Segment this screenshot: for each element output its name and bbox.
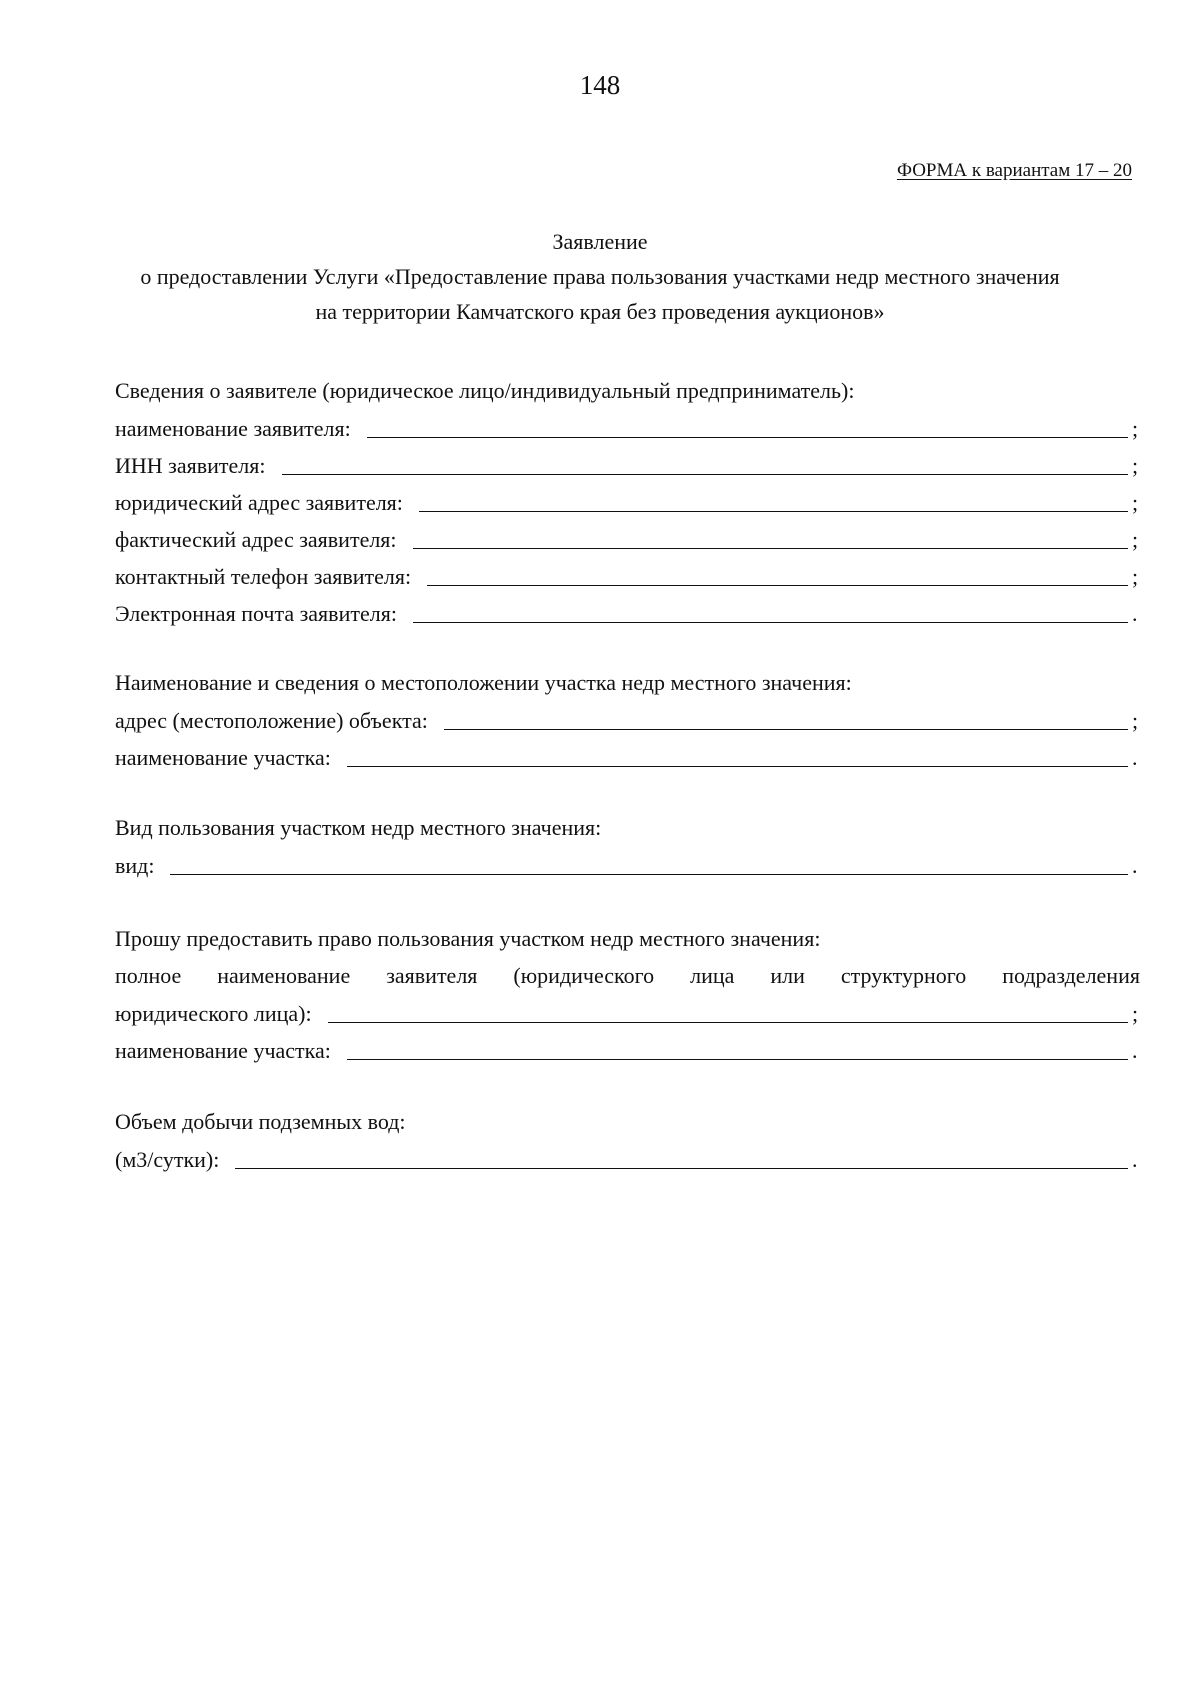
field-terminator: . [1132, 853, 1138, 878]
request-site-name-row [115, 1031, 1140, 1068]
usage-heading: Вид пользования участком недр местного значения: [115, 815, 602, 840]
usage-type-row [115, 846, 1140, 883]
applicant-inn-row [115, 446, 1140, 483]
volume-heading: Объем добычи подземных вод: [115, 1109, 406, 1134]
justified-word: или [770, 963, 805, 988]
field-label: контактный телефон заявителя: [115, 564, 412, 589]
field-label: ИНН заявителя: [115, 453, 266, 478]
justified-word: заявителя [386, 963, 478, 988]
field-terminator: ; [1132, 453, 1139, 478]
applicant-actual-address-input[interactable] [413, 526, 1128, 549]
field-terminator: . [1132, 1147, 1138, 1172]
request-section [115, 920, 1140, 1068]
title-line-2: о предоставлении Услуги «Предоставление права пользования участками недр местного значения [140, 264, 1060, 289]
usage-section [115, 809, 1140, 883]
volume-section [115, 1103, 1140, 1177]
field-label: наименование участка: [115, 745, 331, 770]
field-terminator: ; [1132, 416, 1139, 441]
field-label: наименование участка: [115, 1038, 331, 1063]
site-address-input[interactable] [444, 707, 1128, 730]
applicant-phone-input[interactable] [427, 563, 1128, 586]
justified-word: структурного [840, 963, 967, 988]
field-label: (м3/сутки): [115, 1147, 220, 1172]
request-site-name-input[interactable] [347, 1037, 1128, 1060]
field-terminator: ; [1132, 527, 1139, 552]
field-label: адрес (местоположение) объекта: [115, 708, 428, 733]
field-terminator: ; [1132, 564, 1139, 589]
justified-word: (юридического [513, 963, 655, 988]
applicant-legal-address-row [115, 483, 1140, 520]
usage-type-input[interactable] [170, 852, 1128, 875]
justified-word: подразделения [1002, 963, 1140, 988]
field-label: вид: [115, 853, 155, 878]
field-label: юридический адрес заявителя: [115, 490, 403, 515]
site-section [115, 664, 1140, 775]
applicant-inn-input[interactable] [282, 452, 1129, 475]
field-terminator: . [1132, 1038, 1138, 1063]
applicant-name-row [115, 409, 1140, 446]
field-terminator: ; [1132, 708, 1139, 733]
justified-word: полное [115, 963, 182, 988]
field-label: наименование заявителя: [115, 416, 351, 441]
applicant-email-row [115, 594, 1140, 631]
request-full-name-line [115, 957, 1140, 994]
request-heading: Прошу предоставить право пользования участком недр местного значения: [115, 926, 821, 951]
field-terminator: ; [1132, 1001, 1139, 1026]
field-label: фактический адрес заявителя: [115, 527, 397, 552]
field-label: Электронная почта заявителя: [115, 601, 397, 626]
justified-word: лица [690, 963, 735, 988]
site-name-row [115, 738, 1140, 775]
document-title [80, 224, 1120, 329]
field-terminator: . [1132, 601, 1138, 626]
request-entity-row [115, 994, 1140, 1031]
applicant-actual-address-row [115, 520, 1140, 557]
applicant-phone-row [115, 557, 1140, 594]
volume-row [115, 1140, 1140, 1177]
site-address-row [115, 701, 1140, 738]
title-line-1: Заявление [552, 229, 648, 254]
title-line-3: на территории Камчатского края без проведения аукционов» [315, 299, 885, 324]
volume-input[interactable] [235, 1146, 1128, 1169]
applicant-name-input[interactable] [367, 415, 1128, 438]
field-terminator: ; [1132, 490, 1139, 515]
applicant-heading: Сведения о заявителе (юридическое лицо/индивидуальный предприниматель): [115, 378, 855, 403]
applicant-email-input[interactable] [413, 600, 1128, 623]
page-number: 148 [579, 70, 621, 100]
form-reference: ФОРМА к вариантам 17 – 20 [896, 160, 1132, 181]
applicant-legal-address-input[interactable] [419, 489, 1128, 512]
site-name-input[interactable] [347, 744, 1128, 767]
justified-word: наименование [217, 963, 351, 988]
applicant-section [115, 372, 1140, 631]
field-terminator: . [1132, 745, 1138, 770]
site-heading: Наименование и сведения о местоположении участка недр местного значения: [115, 670, 852, 695]
request-entity-input[interactable] [328, 1000, 1128, 1023]
field-label: юридического лица): [115, 1001, 312, 1026]
